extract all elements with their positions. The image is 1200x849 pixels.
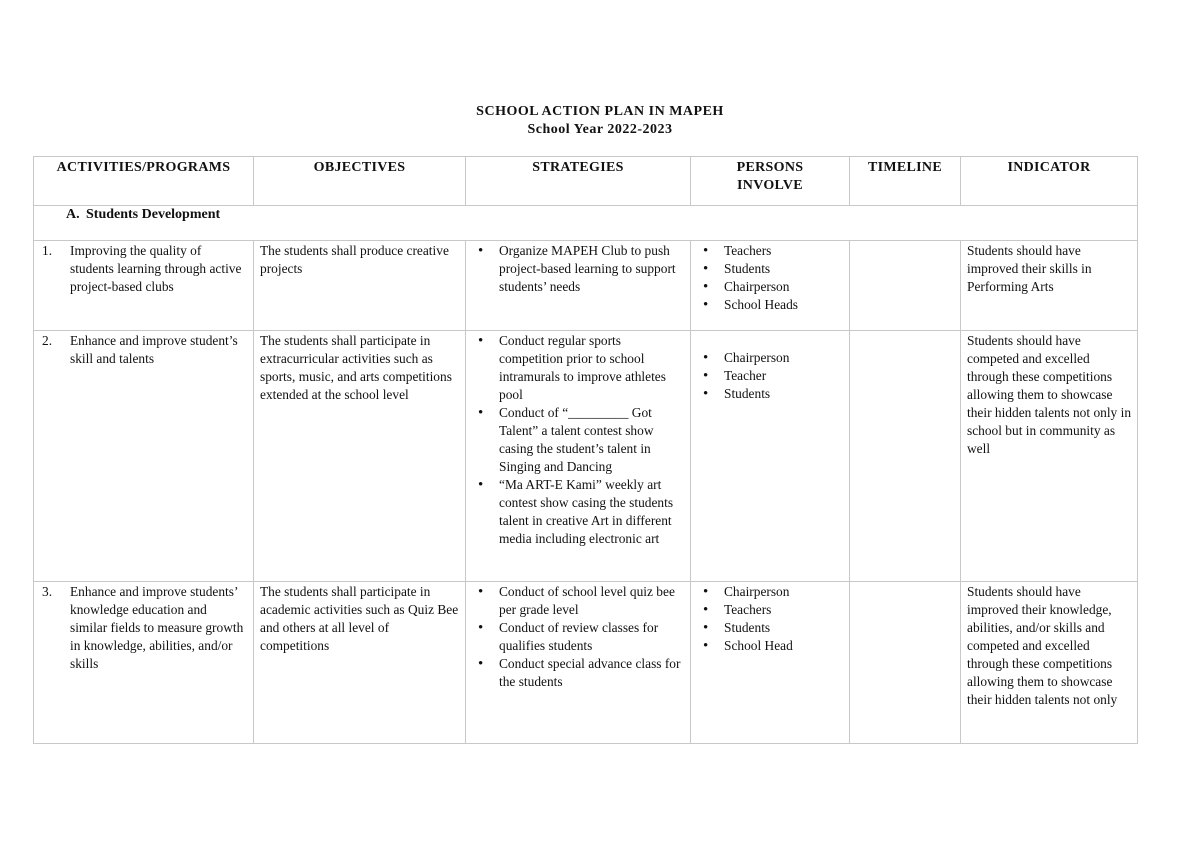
person-item: • Students: [697, 260, 843, 278]
section-letter: A.: [66, 207, 80, 222]
persons-cell: [691, 331, 850, 582]
document-subtitle: School Year 2022-2023: [527, 122, 673, 137]
person-item: • Teachers: [697, 242, 843, 260]
person-item: • Chairperson: [697, 349, 843, 367]
activity-text: Enhance and improve student’s skill and talents: [70, 333, 238, 366]
persons-cell: [691, 582, 850, 744]
strategy-item: • Organize MAPEH Club to push project-based learning to support students’ needs: [472, 242, 684, 296]
row-number: 1.: [42, 243, 53, 258]
objective-cell: The students shall participate in extracurricular activities such as sports, music, and arts competitions extended at the school level: [254, 331, 466, 582]
strategies-cell: [466, 241, 691, 331]
activity-cell: [34, 582, 254, 744]
strategy-item: • “Ma ART-E Kami” weekly art contest show casing the students talent in creative Art in different media including electronic art: [472, 476, 684, 548]
person-item: • Students: [697, 619, 843, 637]
strategy-item: • Conduct of review classes for qualifies students: [472, 619, 684, 655]
persons-cell: [691, 241, 850, 331]
timeline-cell: [850, 331, 961, 582]
document-title-block: [0, 103, 1200, 139]
section-cell: [34, 206, 1138, 241]
person-item: • Teachers: [697, 601, 843, 619]
person-item: • Chairperson: [697, 278, 843, 296]
timeline-cell: [850, 241, 961, 331]
table-header-row: [34, 157, 1138, 206]
strategy-item: • Conduct regular sports competition prior to school intramurals to improve athletes pool: [472, 332, 684, 404]
action-plan-table: [33, 156, 1138, 744]
strategy-item: • Conduct special advance class for the students: [472, 655, 684, 691]
activity-text: Enhance and improve students’ knowledge education and similar fields to measure growth in knowledge, abilities, and/or skills: [70, 584, 244, 671]
person-item: • Students: [697, 385, 843, 403]
strategy-item: • Conduct of “_________ Got Talent” a talent contest show casing the student’s talent in Singing and Dancing: [472, 404, 684, 476]
header-indicator: INDICATOR: [961, 157, 1138, 206]
table-row: [34, 241, 1138, 331]
person-item: • School Heads: [697, 296, 843, 314]
person-item: • Teacher: [697, 367, 843, 385]
header-strategies: STRATEGIES: [466, 157, 691, 206]
header-activities: ACTIVITIES/PROGRAMS: [34, 157, 254, 206]
activity-text: Improving the quality of students learning through active project-based clubs: [70, 243, 242, 294]
indicator-cell: Students should have competed and excelled through these competitions allowing them to showcase their hidden talents not only in school but in community as well: [961, 331, 1138, 582]
activity-cell: [34, 241, 254, 331]
objective-cell: The students shall produce creative projects: [254, 241, 466, 331]
row-number: 3.: [42, 584, 53, 599]
indicator-cell: Students should have improved their skills in Performing Arts: [961, 241, 1138, 331]
header-persons-involve: PERSONS INVOLVE: [691, 157, 850, 206]
table-row: [34, 331, 1138, 582]
indicator-cell: Students should have improved their knowledge, abilities, and/or skills and competed and excelled through these competitions allowing them to showcase their hidden talents not only: [961, 582, 1138, 744]
document-title: SCHOOL ACTION PLAN IN MAPEH: [476, 104, 724, 119]
objective-cell: The students shall participate in academic activities such as Quiz Bee and others at all level of competitions: [254, 582, 466, 744]
person-item: • School Head: [697, 637, 843, 655]
strategies-cell: [466, 331, 691, 582]
header-timeline: TIMELINE: [850, 157, 961, 206]
strategies-cell: [466, 582, 691, 744]
header-objectives: OBJECTIVES: [254, 157, 466, 206]
activity-cell: [34, 331, 254, 582]
timeline-cell: [850, 582, 961, 744]
section-row: [34, 206, 1138, 241]
table-row: [34, 582, 1138, 744]
section-label: Students Development: [86, 207, 221, 222]
strategy-item: • Conduct of school level quiz bee per grade level: [472, 583, 684, 619]
row-number: 2.: [42, 333, 53, 348]
person-item: • Chairperson: [697, 583, 843, 601]
